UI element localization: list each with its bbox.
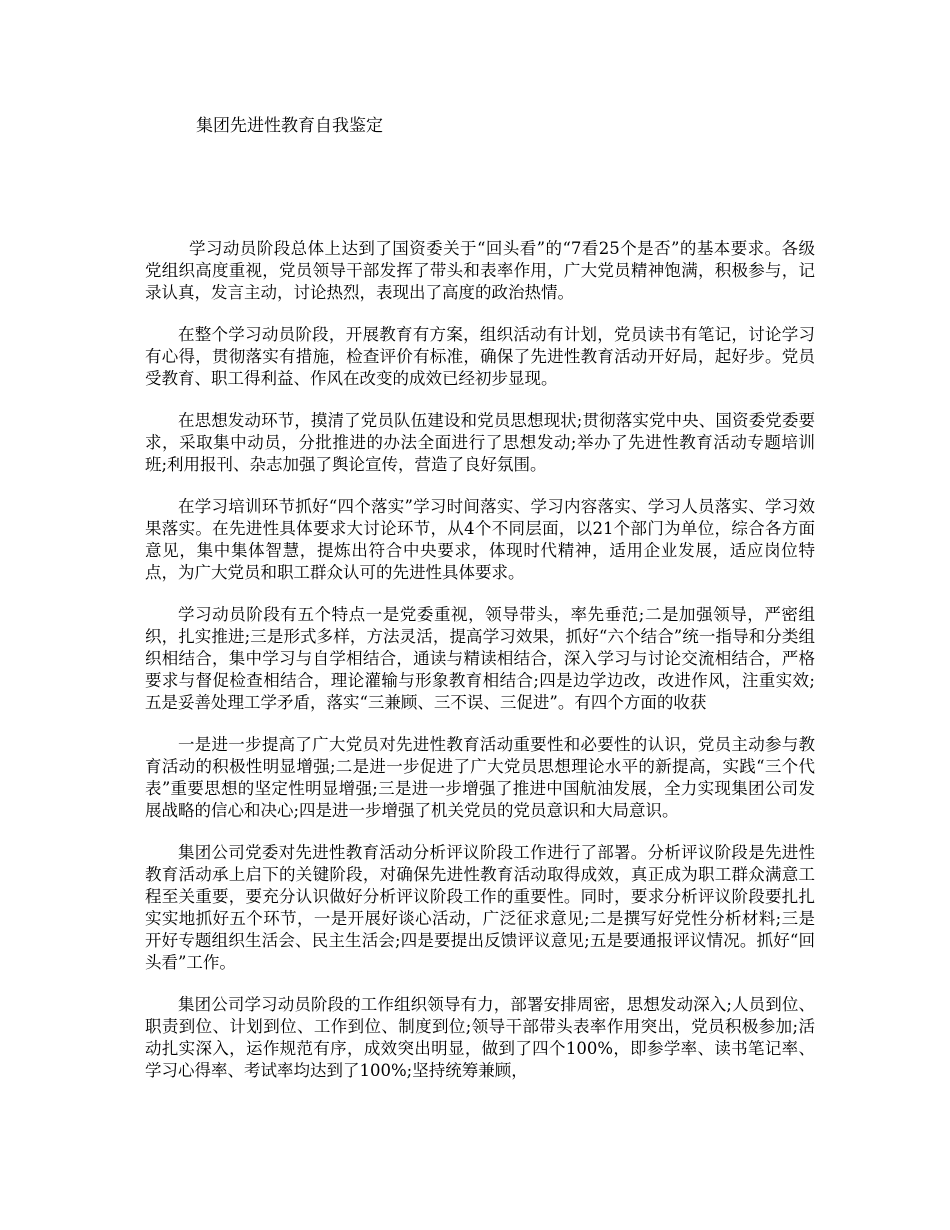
- paragraph-7: 集团公司党委对先进性教育活动分析评议阶段工作进行了部署。分析评议阶段是先进性教育活动承上启下的关键阶段，对确保先进性教育活动取得成效，真正成为职工群众满意工程至关重要，要充分认识做好分析评议阶段工作的重要性。同时，要求分析评议阶段要扎扎实实地抓好五个环节，一是开展好谈心活动，广泛征求意见;二是撰写好党性分析材料;三是开好专题组织生活会、民主生活会;四是要提出反馈评议意见;五是要通报评议情况。抓好“回头看”工作。: [145, 843, 815, 972]
- paragraph-1: 学习动员阶段总体上达到了国资委关于“回头看”的“7看25个是否”的基本要求。各级党组织高度重视，党员领导干部发挥了带头和表率作用，广大党员精神饱满，积极参与，记录认真，发言主动，讨论热烈，表现出了高度的政治热情。: [145, 239, 815, 302]
- paragraph-3: 在思想发动环节，摸清了党员队伍建设和党员思想现状;贯彻落实党中央、国资委党委要求，采取集中动员，分批推进的办法全面进行了思想发动;举办了先进性教育活动专题培训班;利用报刊、杂志加强了舆论宣传，营造了良好氛围。: [145, 411, 815, 474]
- paragraph-5: 学习动员阶段有五个特点一是党委重视，领导带头，率先垂范;二是加强领导，严密组织，扎实推进;三是形式多样，方法灵活，提高学习效果，抓好“六个结合”统一指导和分类组织相结合，集中学习与自学相结合，通读与精读相结合，深入学习与讨论交流相结合，严格要求与督促检查相结合，理论灌输与形象教育相结合;四是边学边改，改进作风，注重实效;五是妥善处理工学矛盾，落实“三兼顾、三不误、三促进”。有四个方面的收获: [145, 605, 815, 712]
- paragraph-6: 一是进一步提高了广大党员对先进性教育活动重要性和必要性的认识，党员主动参与教育活动的积极性明显增强;二是进一步促进了广大党员思想理论水平的新提高，实践“三个代表”重要思想的坚定性明显增强;三是进一步增强了推进中国航油发展，全力实现集团公司发展战略的信心和决心;四是进一步增强了机关党员的党员意识和大局意识。: [145, 735, 815, 820]
- paragraph-2: 在整个学习动员阶段，开展教育有方案，组织活动有计划，党员读书有笔记，讨论学习有心得，贯彻落实有措施，检查评价有标准，确保了先进性教育活动开好局，起好步。党员受教育、职工得利益、作风在改变的成效已经初步显现。: [145, 325, 815, 388]
- paragraph-4: 在学习培训环节抓好“四个落实”学习时间落实、学习内容落实、学习人员落实、学习效果落实。在先进性具体要求大讨论环节，从4个不同层面，以21个部门为单位，综合各方面意见，集中集体智慧，提炼出符合中央要求，体现时代精神，适用企业发展，适应岗位特点，为广大党员和职工群众认可的先进性具体要求。: [145, 497, 815, 582]
- document-title: 集团先进性教育自我鉴定: [196, 116, 383, 136]
- document-body: [145, 238, 815, 1102]
- paragraph-8: 集团公司学习动员阶段的工作组织领导有力，部署安排周密，思想发动深入;人员到位、职责到位、计划到位、工作到位、制度到位;领导干部带头表率作用突出，党员积极参加;活动扎实深入，运作规范有序，成效突出明显，做到了四个100%，即参学率、读书笔记率、学习心得率、考试率均达到了100%;坚持统筹兼顾，: [145, 995, 815, 1080]
